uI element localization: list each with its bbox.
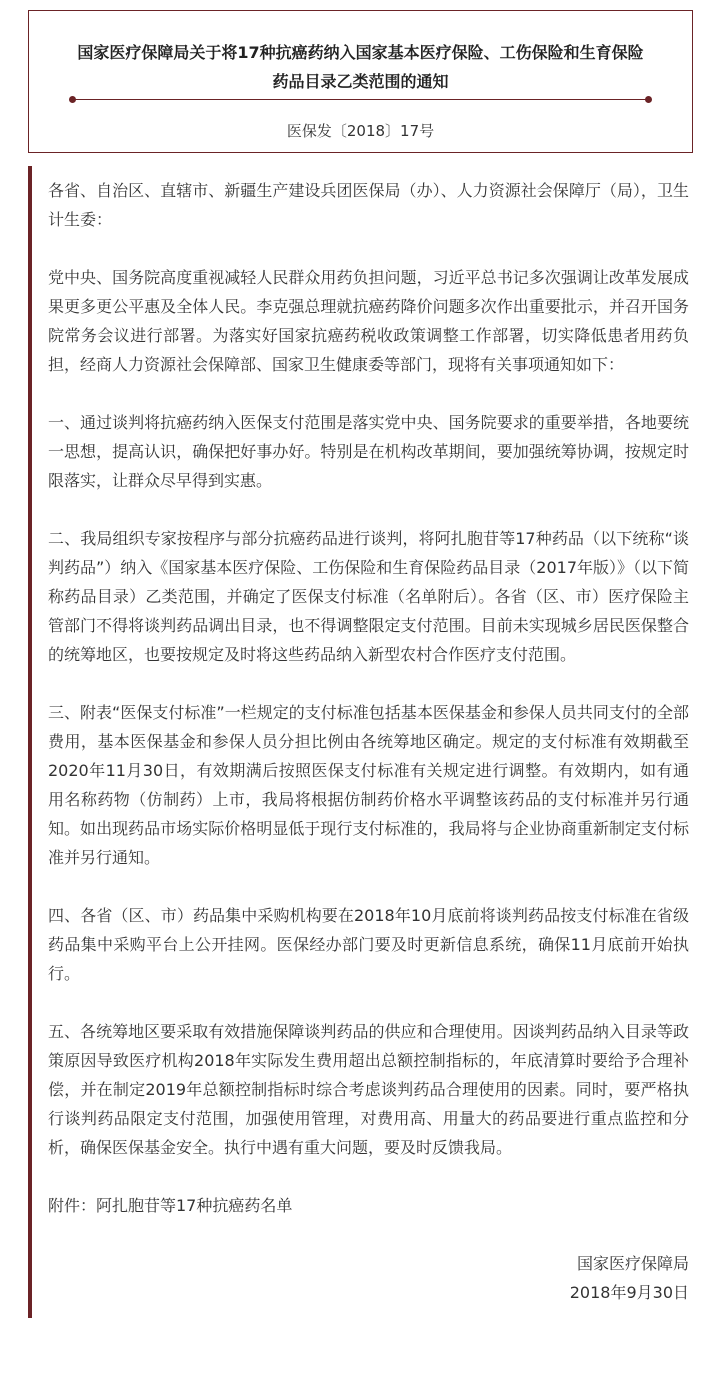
notice-header (28, 10, 693, 153)
salutation: 各省、自治区、直辖市、新疆生产建设兵团医保局（办）、人力资源社会保障厅（局），卫生计生委： (48, 181, 689, 229)
intro-paragraph: 党中央、国务院高度重视减轻人民群众用药负担问题，习近平总书记多次强调让改革发展成果更多更公平惠及全体人民。李克强总理就抗癌药降价问题多次作出重要批示，并召开国务院常务会议进行部署。为落实好国家抗癌药税收政策调整工作部署，切实降低患者用药负担，经商人力资源社会保障部、国家卫生健康委等部门，现将有关事项通知如下： (48, 268, 689, 374)
notice-title (29, 38, 692, 96)
item-1-paragraph: 一、通过谈判将抗癌药纳入医保支付范围是落实党中央、国务院要求的重要举措，各地要统一思想，提高认识，确保把好事办好。特别是在机构改革期间，要加强统筹协调，按规定时限落实，让群众尽早得到实惠。 (48, 413, 689, 490)
signature-date: 2018年9月30日 (569, 1283, 689, 1302)
header-divider (73, 99, 648, 100)
item-3-paragraph: 三、附表“医保支付标准”一栏规定的支付标准包括基本医保基金和参保人员共同支付的全部费用，基本医保基金和参保人员分担比例由各统筹地区确定。规定的支付标准有效期截至2020年11月30日，有效期满后按照医保支付标准有关规定进行调整。有效期内，如有通用名称药物（仿制药）上市，我局将根据仿制药价格水平调整该药品的支付标准并另行通知。如出现药品市场实际价格明显低于现行支付标准的，我局将与企业协商重新制定支付标准并另行通知。 (48, 703, 689, 867)
attachment-line: 附件：阿扎胞苷等17种抗癌药名单 (48, 1196, 293, 1215)
title-line-2: 药品目录乙类范围的通知 (272, 72, 449, 91)
document-number: 医保发〔2018〕17号 (286, 122, 435, 140)
item-2-paragraph: 二、我局组织专家按程序与部分抗癌药品进行谈判，将阿扎胞苷等17种药品（以下统称“谈判药品”）纳入《国家基本医疗保险、工伤保险和生育保险药品目录（2017年版）》（以下简称药品目录）乙类范围，并确定了医保支付标准（名单附后）。各省（区、市）医疗保险主管部门不得将谈判药品调出目录，也不得调整限定支付范围。目前未实现城乡居民医保整合的统筹地区，也要按规定及时将这些药品纳入新型农村合作医疗支付范围。 (48, 529, 690, 664)
signature-organization: 国家医疗保障局 (576, 1254, 689, 1273)
title-line-1: 国家医疗保障局关于将17种抗癌药纳入国家基本医疗保险、工伤保险和生育保险 (77, 43, 644, 62)
item-5-paragraph: 五、各统筹地区要采取有效措施保障谈判药品的供应和合理使用。因谈判药品纳入目录等政策原因导致医疗机构2018年实际发生费用超出总额控制指标的，年底清算时要给予合理补偿，并在制定2019年总额控制指标时综合考虑谈判药品合理使用的因素。同时，要严格执行谈判药品限定支付范围，加强使用管理，对费用高、用量大的药品要进行重点监控和分析，确保医保基金安全。执行中遇有重大问题，要及时反馈我局。 (48, 1022, 689, 1157)
item-4-paragraph: 四、各省（区、市）药品集中采购机构要在2018年10月底前将谈判药品按支付标准在省级药品集中采购平台上公开挂网。医保经办部门要及时更新信息系统，确保11月底前开始执行。 (48, 906, 689, 983)
divider-dot-right (645, 96, 652, 103)
notice-body (28, 166, 693, 1318)
